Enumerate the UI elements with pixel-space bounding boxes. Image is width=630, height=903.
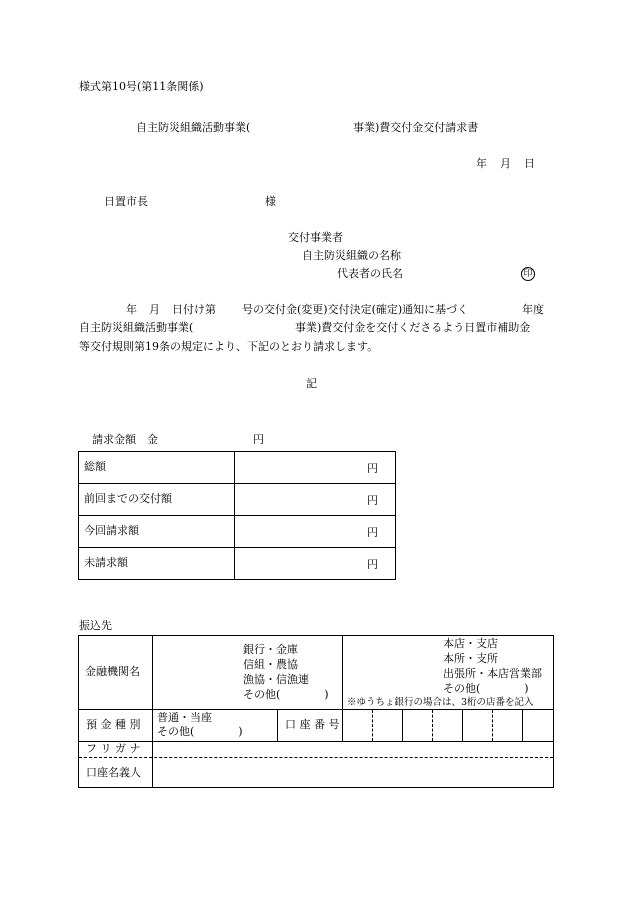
branch-type-1: 本店・支店 — [443, 637, 498, 650]
body-fiscal-year: 年度 — [522, 303, 544, 316]
ki-heading: 記 — [306, 377, 317, 390]
body-number-text: 号の交付金(変更)交付決定(確定)通知に基づく — [242, 303, 469, 316]
request-amount-yen: 円 — [253, 433, 264, 446]
body-dated: 日付け第 — [172, 303, 216, 316]
body-line2-suffix: 事業)費交付金を交付くださるよう日置市補助金 — [295, 321, 531, 334]
body-month: 月 — [149, 303, 160, 316]
furigana-label: フ リ ガ ナ — [86, 742, 141, 755]
body-line2-prefix: 自主防災組織活動事業( — [79, 321, 194, 334]
deposit-type-label: 預 金 種 別 — [86, 718, 141, 731]
request-amount-label: 請求金額 金 — [92, 433, 158, 446]
date-day: 日 — [524, 157, 535, 170]
branch-type-2: 本所・支所 — [443, 652, 498, 665]
row-unclaimed-unit: 円 — [367, 558, 378, 571]
transfer-heading: 振込先 — [79, 619, 112, 632]
bank-type-other: その他( ) — [243, 688, 329, 701]
addressee-honorific: 様 — [265, 195, 276, 208]
account-number-label: 口 座 番 号 — [285, 718, 340, 731]
row-current-label: 今回請求額 — [84, 524, 139, 537]
bank-type-2: 信組・農協 — [243, 658, 298, 671]
account-holder-label: 口座名義人 — [86, 766, 141, 779]
bank-type-1: 銀行・金庫 — [243, 643, 298, 656]
body-line3: 等交付規則第19条の規定により、下記のとおり請求します。 — [79, 340, 379, 353]
yucho-note: ※ゆうちょ銀行の場合は、3桁の店番を記入 — [347, 697, 534, 708]
institution-label: 金融機関名 — [85, 665, 140, 678]
row-previous-unit: 円 — [367, 494, 378, 507]
row-previous-label: 前回までの交付額 — [84, 492, 172, 505]
title-suffix: 事業)費交付金交付請求書 — [353, 121, 479, 134]
addressee-name: 日置市長 — [104, 195, 148, 208]
bank-type-3: 漁協・信漁連 — [243, 673, 309, 686]
date-month: 月 — [500, 157, 511, 170]
row-unclaimed-label: 未請求額 — [84, 556, 128, 569]
applicant-org-label: 自主防災組織の名称 — [302, 249, 401, 262]
row-total-label: 総額 — [84, 460, 106, 473]
date-year: 年 — [476, 157, 487, 170]
row-total-unit: 円 — [367, 462, 378, 475]
seal-mark: 印 — [521, 267, 535, 281]
title-prefix: 自主防災組織活動事業( — [136, 121, 251, 134]
form-number: 様式第10号(第11条関係) — [79, 80, 204, 93]
branch-type-3: 出張所・本店営業部 — [443, 667, 542, 680]
row-current-unit: 円 — [367, 526, 378, 539]
body-year: 年 — [126, 303, 137, 316]
deposit-option-other: その他( ) — [157, 725, 243, 738]
deposit-option-ordinary: 普通・当座 — [157, 711, 212, 724]
applicant-heading: 交付事業者 — [288, 231, 343, 244]
branch-type-other: その他( ) — [443, 682, 529, 695]
applicant-rep-label: 代表者の氏名 — [337, 267, 403, 280]
